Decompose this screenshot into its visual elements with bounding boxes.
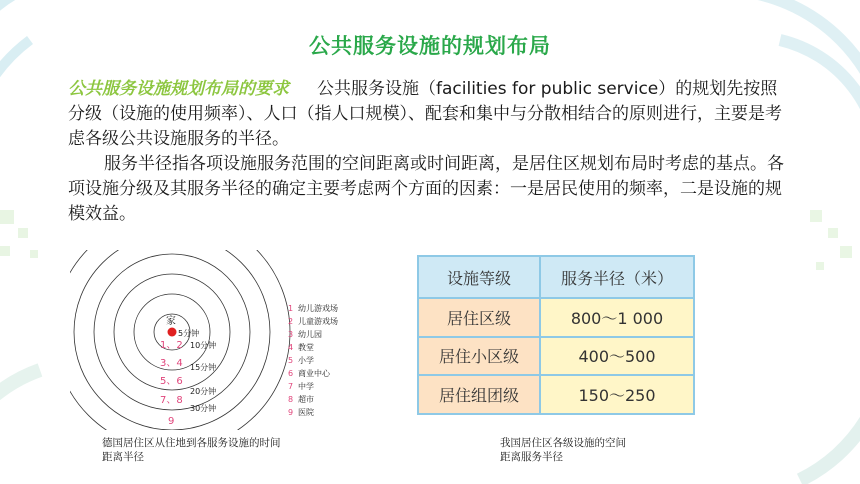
svg-text:8: 8 [288, 395, 294, 404]
right-decoration [690, 0, 860, 484]
legend-item [288, 342, 314, 352]
table-row [418, 298, 694, 337]
ring-numbers-5: 7、8 [160, 395, 183, 406]
svg-text:超市: 超市 [298, 395, 314, 404]
svg-text:幼儿游戏场: 幼儿游戏场 [298, 304, 338, 313]
service-radius-diagram [70, 250, 380, 430]
table-cell-level: 居住组团级 [418, 375, 540, 414]
diagram-caption: 德国居住区从住地到各服务设施的时间距离半径 [102, 437, 281, 463]
svg-text:中学: 中学 [298, 382, 314, 391]
ring-time-4: 20分钟 [190, 387, 217, 396]
legend-item [288, 394, 314, 404]
svg-text:儿童游戏场: 儿童游戏场 [298, 317, 338, 326]
table-cell-level: 居住小区级 [418, 337, 540, 376]
ring-numbers-3: 3、4 [160, 358, 183, 369]
svg-text:7: 7 [288, 382, 294, 391]
legend-item [288, 329, 322, 339]
paragraph-2: 服务半径指各项设施服务范围的空间距离或时间距离，是居住区规划布局时考虑的基点。各项设施分级及其服务半径的确定主要考虑两个方面的因素：一是居民使用的频率，二是设施的规模效益。 [68, 154, 784, 224]
legend-item [288, 355, 314, 365]
svg-text:1: 1 [288, 304, 294, 313]
facility-legend [288, 303, 338, 417]
ring-time-5: 30分钟 [190, 404, 217, 413]
home-label: 家 [166, 316, 176, 327]
svg-text:小学: 小学 [298, 356, 314, 365]
svg-text:9: 9 [288, 408, 294, 417]
table-header-cell: 设施等级 [418, 256, 540, 298]
table-cell-radius: 800～1 000 [540, 298, 694, 337]
ring-time-1: 5分钟 [178, 329, 200, 338]
paragraph-1 [68, 77, 788, 152]
legend-item [288, 316, 338, 326]
slide-title: 公共服务设施的规划布局 [309, 34, 551, 58]
ring-numbers-2: 1、2 [160, 340, 183, 351]
body-text [68, 77, 788, 227]
legend-item [288, 303, 338, 313]
svg-text:幼儿园: 幼儿园 [298, 330, 322, 339]
table-caption: 我国居住区各级设施的空间距离服务半径 [500, 437, 626, 463]
table-cell-radius: 400～500 [540, 337, 694, 376]
table-row [418, 375, 694, 414]
svg-text:5: 5 [288, 356, 294, 365]
ring-numbers-6: 9 [168, 416, 175, 427]
svg-text:3: 3 [288, 330, 294, 339]
table-cell-radius: 150～250 [540, 375, 694, 414]
ring-time-2: 10分钟 [190, 341, 217, 350]
table-header-row [418, 256, 694, 298]
table-header-cell: 服务半径（米） [540, 256, 694, 298]
table-cell-level: 居住区级 [418, 298, 540, 337]
svg-text:4: 4 [288, 343, 294, 352]
table-row [418, 337, 694, 376]
service-radius-table [417, 255, 695, 415]
ring-time-3: 15分钟 [190, 363, 217, 372]
legend-item [288, 381, 314, 391]
svg-text:医院: 医院 [298, 408, 314, 417]
legend-item [288, 368, 331, 378]
home-dot [168, 328, 177, 337]
svg-text:6: 6 [288, 369, 294, 378]
legend-item [288, 408, 314, 417]
svg-text:商业中心: 商业中心 [298, 369, 330, 378]
svg-text:2: 2 [288, 317, 294, 326]
svg-text:教堂: 教堂 [298, 343, 314, 352]
lead-heading: 公共服务设施规划布局的要求 [68, 79, 289, 99]
ring-numbers-4: 5、6 [160, 376, 183, 387]
paragraph-1-text: 公共服务设施（facilities for public service）的规划先按照分级（设施的使用频率）、人口（指人口规模）、配套和集中与分散相结合的原则进行，主要是考虑各级公共设施服务的半径。 [68, 79, 782, 149]
